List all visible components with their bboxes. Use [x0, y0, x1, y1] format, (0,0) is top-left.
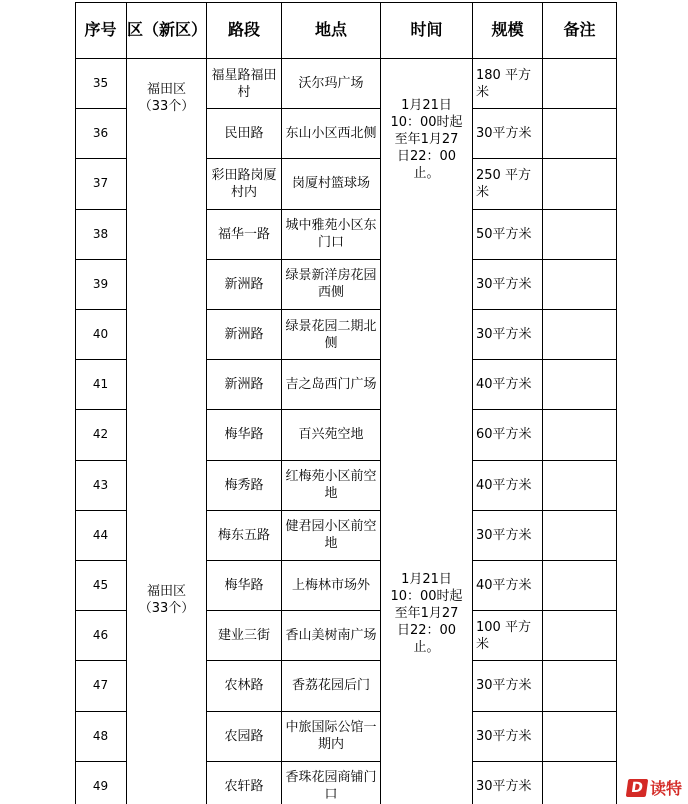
row-size: 250 平方米	[473, 159, 543, 209]
row-seq: 36	[75, 109, 127, 159]
row-place: 绿景花园二期北侧	[282, 310, 381, 360]
dute-logo-icon: D	[626, 779, 649, 797]
header-seq: 序号	[75, 2, 127, 59]
row-size: 40平方米	[473, 561, 543, 611]
row-seq: 35	[75, 59, 127, 109]
row-size: 100 平方米	[473, 611, 543, 661]
district-label: 福田区（33个）	[138, 584, 195, 616]
row-place: 香山美树南广场	[282, 611, 381, 661]
row-seq: 43	[75, 461, 127, 511]
row-seq: 41	[75, 360, 127, 410]
time-label: 1月21日10：00时起至年1月27日22：00止。	[390, 572, 463, 656]
row-seq: 40	[75, 310, 127, 360]
row-note	[543, 109, 617, 159]
row-road: 梅华路	[207, 561, 282, 611]
row-road: 新洲路	[207, 260, 282, 310]
row-road: 农轩路	[207, 762, 282, 804]
header-district: 区（新区）	[127, 2, 207, 59]
row-road: 民田路	[207, 109, 282, 159]
row-note	[543, 461, 617, 511]
row-size: 30平方米	[473, 310, 543, 360]
row-seq: 44	[75, 511, 127, 561]
row-seq: 45	[75, 561, 127, 611]
row-place: 健君园小区前空地	[282, 511, 381, 561]
row-place: 中旅国际公馆一期内	[282, 712, 381, 762]
row-road: 彩田路岗厦村内	[207, 159, 282, 209]
row-road: 梅华路	[207, 410, 282, 460]
header-size: 规模	[473, 2, 543, 59]
row-size: 30平方米	[473, 762, 543, 804]
row-note	[543, 762, 617, 804]
row-road: 梅东五路	[207, 511, 282, 561]
row-seq: 47	[75, 661, 127, 711]
row-road: 农园路	[207, 712, 282, 762]
row-size: 180 平方米	[473, 59, 543, 109]
row-seq: 48	[75, 712, 127, 762]
row-note	[543, 310, 617, 360]
row-note	[543, 210, 617, 260]
row-place: 绿景新洋房花园西侧	[282, 260, 381, 310]
event-table	[75, 2, 617, 804]
row-size: 30平方米	[473, 511, 543, 561]
time-label: 1月21日10：00时起至年1月27日22：00止。	[390, 97, 463, 181]
row-size: 30平方米	[473, 661, 543, 711]
time-column	[381, 59, 473, 804]
row-seq: 38	[75, 210, 127, 260]
row-place: 沃尔玛广场	[282, 59, 381, 109]
row-size: 30平方米	[473, 712, 543, 762]
row-road: 福星路福田村	[207, 59, 282, 109]
row-road: 建业三街	[207, 611, 282, 661]
header-road: 路段	[207, 2, 282, 59]
row-size: 40平方米	[473, 461, 543, 511]
row-place: 香珠花园商铺门口	[282, 762, 381, 804]
row-note	[543, 511, 617, 561]
row-road: 梅秀路	[207, 461, 282, 511]
district-column	[127, 59, 207, 804]
row-note	[543, 611, 617, 661]
row-road: 新洲路	[207, 310, 282, 360]
row-note	[543, 712, 617, 762]
dute-watermark	[627, 776, 682, 799]
row-road: 福华一路	[207, 210, 282, 260]
header-place: 地点	[282, 2, 381, 59]
row-place: 上梅林市场外	[282, 561, 381, 611]
row-size: 50平方米	[473, 210, 543, 260]
row-note	[543, 260, 617, 310]
row-note	[543, 360, 617, 410]
row-note	[543, 661, 617, 711]
row-note	[543, 59, 617, 109]
row-place: 岗厦村篮球场	[282, 159, 381, 209]
row-note	[543, 410, 617, 460]
row-place: 百兴苑空地	[282, 410, 381, 460]
row-road: 新洲路	[207, 360, 282, 410]
row-seq: 46	[75, 611, 127, 661]
row-size: 60平方米	[473, 410, 543, 460]
row-place: 城中雅苑小区东门口	[282, 210, 381, 260]
row-size: 40平方米	[473, 360, 543, 410]
district-label: 福田区（33个）	[138, 82, 195, 114]
row-place: 吉之岛西门广场	[282, 360, 381, 410]
row-note	[543, 561, 617, 611]
row-seq: 37	[75, 159, 127, 209]
row-place: 香荔花园后门	[282, 661, 381, 711]
header-note: 备注	[543, 2, 617, 59]
row-seq: 49	[75, 762, 127, 804]
row-size: 30平方米	[473, 109, 543, 159]
header-time: 时间	[381, 2, 473, 59]
row-road: 农林路	[207, 661, 282, 711]
row-size: 30平方米	[473, 260, 543, 310]
row-seq: 42	[75, 410, 127, 460]
row-place: 红梅苑小区前空地	[282, 461, 381, 511]
dute-logo-text: 读特	[649, 779, 682, 798]
row-seq: 39	[75, 260, 127, 310]
row-place: 东山小区西北侧	[282, 109, 381, 159]
row-note	[543, 159, 617, 209]
